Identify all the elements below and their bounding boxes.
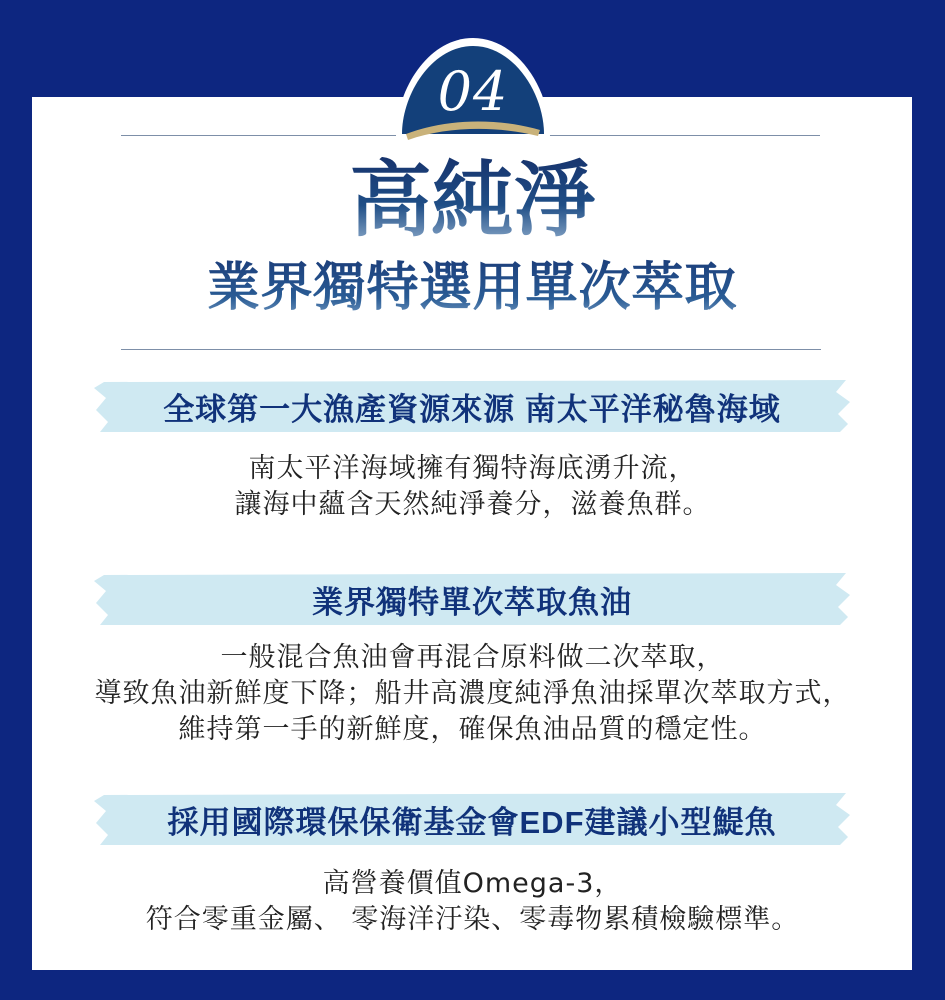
body-line: 一般混合魚油會再混合原料做二次萃取，	[220, 642, 725, 673]
divider-top-right	[548, 135, 820, 136]
section-heading-ribbon	[90, 791, 854, 847]
divider-middle	[121, 349, 821, 350]
body-line: 南太平洋海域擁有獨特海底湧升流，	[248, 453, 697, 484]
section-body	[0, 451, 945, 523]
body-line: 讓海中蘊含天然純淨養分，滋養魚群。	[234, 489, 711, 520]
body-line: 維持第一手的新鮮度，確保魚油品質的穩定性。	[178, 714, 767, 745]
page-title: 高純淨	[0, 150, 945, 250]
body-line: 符合零重金屬、 零海洋汙染、零毒物累積檢驗標準。	[145, 904, 800, 935]
section-heading-ribbon	[90, 571, 854, 627]
badge-number: 04	[437, 60, 509, 123]
section-heading-ribbon	[90, 378, 854, 434]
section-body	[0, 866, 945, 938]
body-line: 高營養價值Omega-3，	[322, 868, 623, 899]
section-heading: 採用國際環保保衛基金會EDF建議小型鯷魚	[167, 804, 777, 840]
number-badge	[388, 32, 558, 152]
section-heading: 業界獨特單次萃取魚油	[312, 584, 632, 620]
page-subtitle: 業界獨特選用單次萃取	[0, 255, 945, 321]
body-line: 導致魚油新鮮度下降；船井高濃度純淨魚油採單次萃取方式，	[94, 678, 851, 709]
section-body	[0, 640, 945, 748]
divider-top-left	[121, 135, 397, 136]
section-heading: 全球第一大漁產資源來源 南太平洋秘魯海域	[163, 391, 781, 427]
